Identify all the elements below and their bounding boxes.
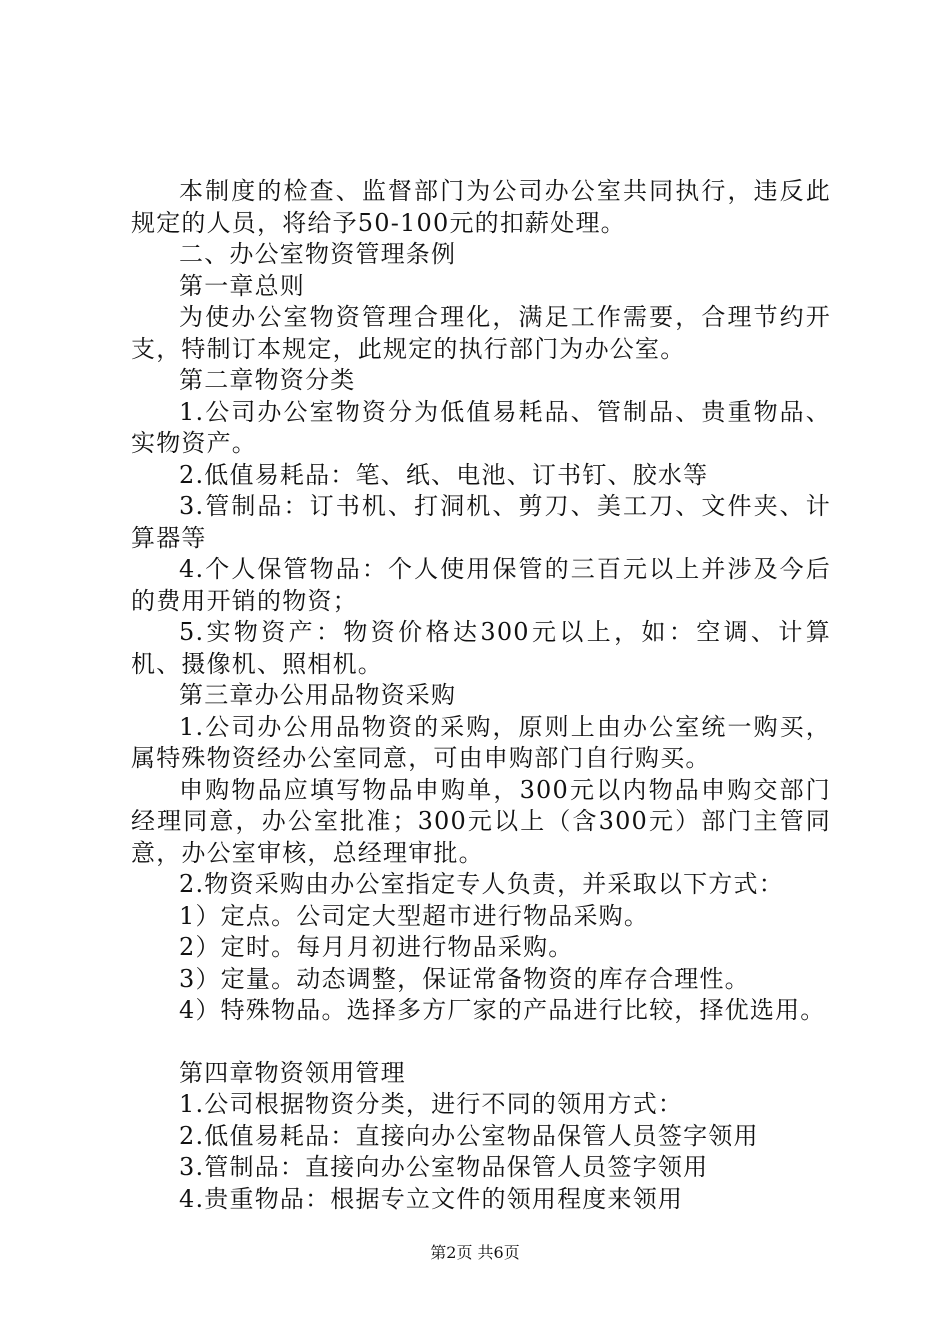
page-footer: 第2页 共6页 [430,1243,520,1262]
chapter-3-title: 第三章办公用品物资采购 [179,681,457,709]
chapter-4-item: 3.管制品：直接向办公室物品保管人员签字领用 [179,1153,709,1181]
chapter-3-item: 2）定时。每月月初进行物品采购。 [179,933,574,961]
document-body [131,176,831,1215]
chapter-2-item: 1.公司办公室物资分为低值易耗品、管制品、贵重物品、实物资产。 [131,397,831,457]
chapter-2-item: 4.个人保管物品：个人使用保管的三百元以上并涉及今后的费用开销的物资； [131,555,831,615]
blank-line [131,1027,831,1058]
chapter-3-item: 申购物品应填写物品申购单，300元以内物品申购交部门经理同意，办公室批准；300元以上（含300元）部门主管同意，办公室审核，总经理审批。 [131,775,831,867]
chapter-3-item: 1.公司办公用品物资的采购，原则上由办公室统一购买，属特殊物资经办公室同意，可由申购部门自行购买。 [131,712,831,772]
section-title-office-supplies: 二、办公室物资管理条例 [179,240,457,268]
chapter-3-item: 1）定点。公司定大型超市进行物品采购。 [179,901,650,930]
chapter-2-title: 第二章物资分类 [179,366,356,394]
chapter-3-item: 2.物资采购由办公室指定专人负责，并采取以下方式： [179,870,784,898]
chapter-3-item: 3）定量。动态调整，保证常备物资的库存合理性。 [179,964,750,993]
chapter-1-title: 第一章总则 [179,271,305,300]
chapter-4-item: 4.贵重物品：根据专立文件的领用程度来领用 [179,1184,684,1213]
paragraph-penalty: 本制度的检查、监督部门为公司办公室共同执行，违反此规定的人员，将给予50-100元的扣薪处理。 [131,177,831,237]
chapter-4-item: 2.低值易耗品：直接向办公室物品保管人员签字领用 [179,1121,759,1150]
chapter-1-paragraph: 为使办公室物资管理合理化，满足工作需要，合理节约开支，特制订本规定，此规定的执行部门为办公室。 [131,303,831,363]
chapter-4-title: 第四章物资领用管理 [179,1058,406,1087]
chapter-2-item: 3.管制品：订书机、打洞机、剪刀、美工刀、文件夹、计算器等 [131,492,831,552]
chapter-4-item: 1.公司根据物资分类，进行不同的领用方式： [179,1090,684,1118]
chapter-2-item: 5.实物资产：物资价格达300元以上，如：空调、计算机、摄像机、照相机。 [131,618,831,678]
chapter-3-item: 4）特殊物品。选择多方厂家的产品进行比较，择优选用。 [179,996,826,1024]
chapter-2-item: 2.低值易耗品：笔、纸、电池、订书钉、胶水等 [179,460,709,489]
